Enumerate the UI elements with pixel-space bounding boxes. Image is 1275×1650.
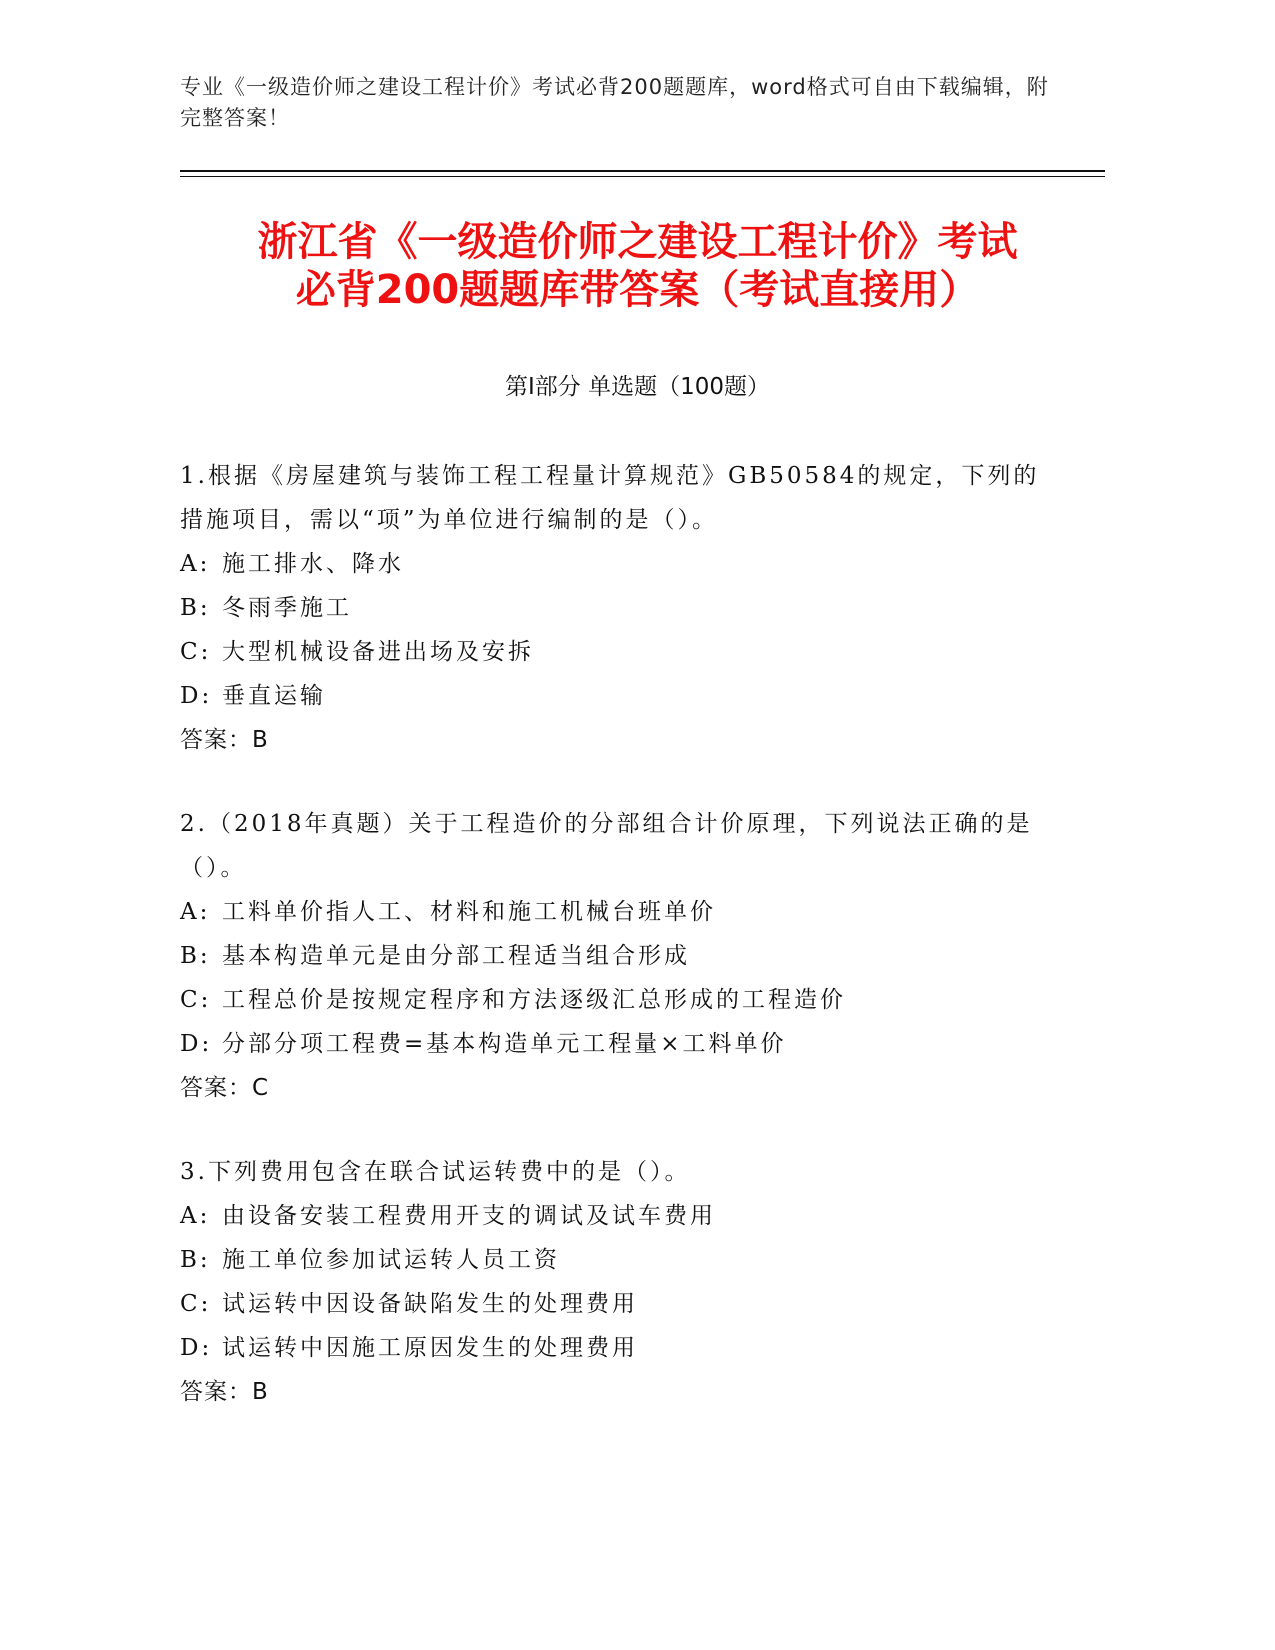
document-title	[140, 218, 1135, 314]
option-d	[180, 674, 1060, 718]
option-letter: C:	[180, 639, 212, 665]
answer: 答案：B	[180, 1379, 269, 1405]
option-text: 试运转中因施工原因发生的处理费用	[222, 1335, 638, 1361]
option-d	[180, 1326, 1060, 1370]
option-text: 工料单价指人工、材料和施工机械台班单价	[222, 899, 716, 925]
option-letter: D:	[180, 683, 213, 709]
header-note: 专业《一级造价师之建设工程计价》考试必背200题题库，word格式可自由下载编辑，附完整答案！	[180, 75, 1049, 130]
option-letter: C:	[180, 987, 212, 1013]
option-a	[180, 890, 1060, 934]
option-text: 分部分项工程费=基本构造单元工程量×工料单价	[222, 1031, 787, 1057]
option-a	[180, 1194, 1060, 1238]
question-1	[180, 454, 1060, 762]
option-text: 由设备安装工程费用开支的调试及试车费用	[222, 1203, 716, 1229]
option-text: 施工单位参加试运转人员工资	[222, 1247, 560, 1273]
question-stem: 2.（2018年真题）关于工程造价的分部组合计价原理，下列说法正确的是（）。	[180, 811, 1033, 881]
option-b	[180, 934, 1060, 978]
option-d	[180, 1022, 1060, 1066]
section-title: 第Ⅰ部分 单选题（100题）	[505, 374, 770, 400]
option-c	[180, 1282, 1060, 1326]
option-c	[180, 630, 1060, 674]
question-stem: 1.根据《房屋建筑与装饰工程工程量计算规范》GB50584的规定，下列的措施项目，需以“项”为单位进行编制的是（）。	[180, 463, 1040, 533]
option-letter: C:	[180, 1291, 212, 1317]
option-text: 冬雨季施工	[222, 595, 352, 621]
option-letter: B:	[180, 1247, 211, 1273]
option-b	[180, 1238, 1060, 1282]
header-rule-thick	[180, 170, 1105, 172]
question-2	[180, 802, 1060, 1110]
option-text: 工程总价是按规定程序和方法逐级汇总形成的工程造价	[222, 987, 846, 1013]
option-text: 施工排水、降水	[222, 551, 404, 577]
option-text: 垂直运输	[222, 683, 326, 709]
option-b	[180, 586, 1060, 630]
option-letter: A:	[180, 551, 211, 577]
option-text: 大型机械设备进出场及安拆	[222, 639, 534, 665]
option-letter: D:	[180, 1031, 213, 1057]
header-rule-thin	[180, 176, 1105, 177]
document-title-line-2: 必背200题题库带答案（考试直接用）	[295, 267, 980, 313]
answer: 答案：C	[180, 1075, 270, 1101]
option-letter: D:	[180, 1335, 213, 1361]
option-letter: B:	[180, 943, 211, 969]
option-letter: A:	[180, 899, 211, 925]
option-a	[180, 542, 1060, 586]
option-text: 试运转中因设备缺陷发生的处理费用	[222, 1291, 638, 1317]
document-title-line-1: 浙江省《一级造价师之建设工程计价》考试	[257, 219, 1018, 265]
option-letter: A:	[180, 1203, 211, 1229]
option-letter: B:	[180, 595, 211, 621]
question-3	[180, 1150, 1060, 1414]
option-c	[180, 978, 1060, 1022]
question-stem: 3.下列费用包含在联合试运转费中的是（）。	[180, 1159, 691, 1185]
answer: 答案：B	[180, 727, 269, 753]
option-text: 基本构造单元是由分部工程适当组合形成	[222, 943, 690, 969]
